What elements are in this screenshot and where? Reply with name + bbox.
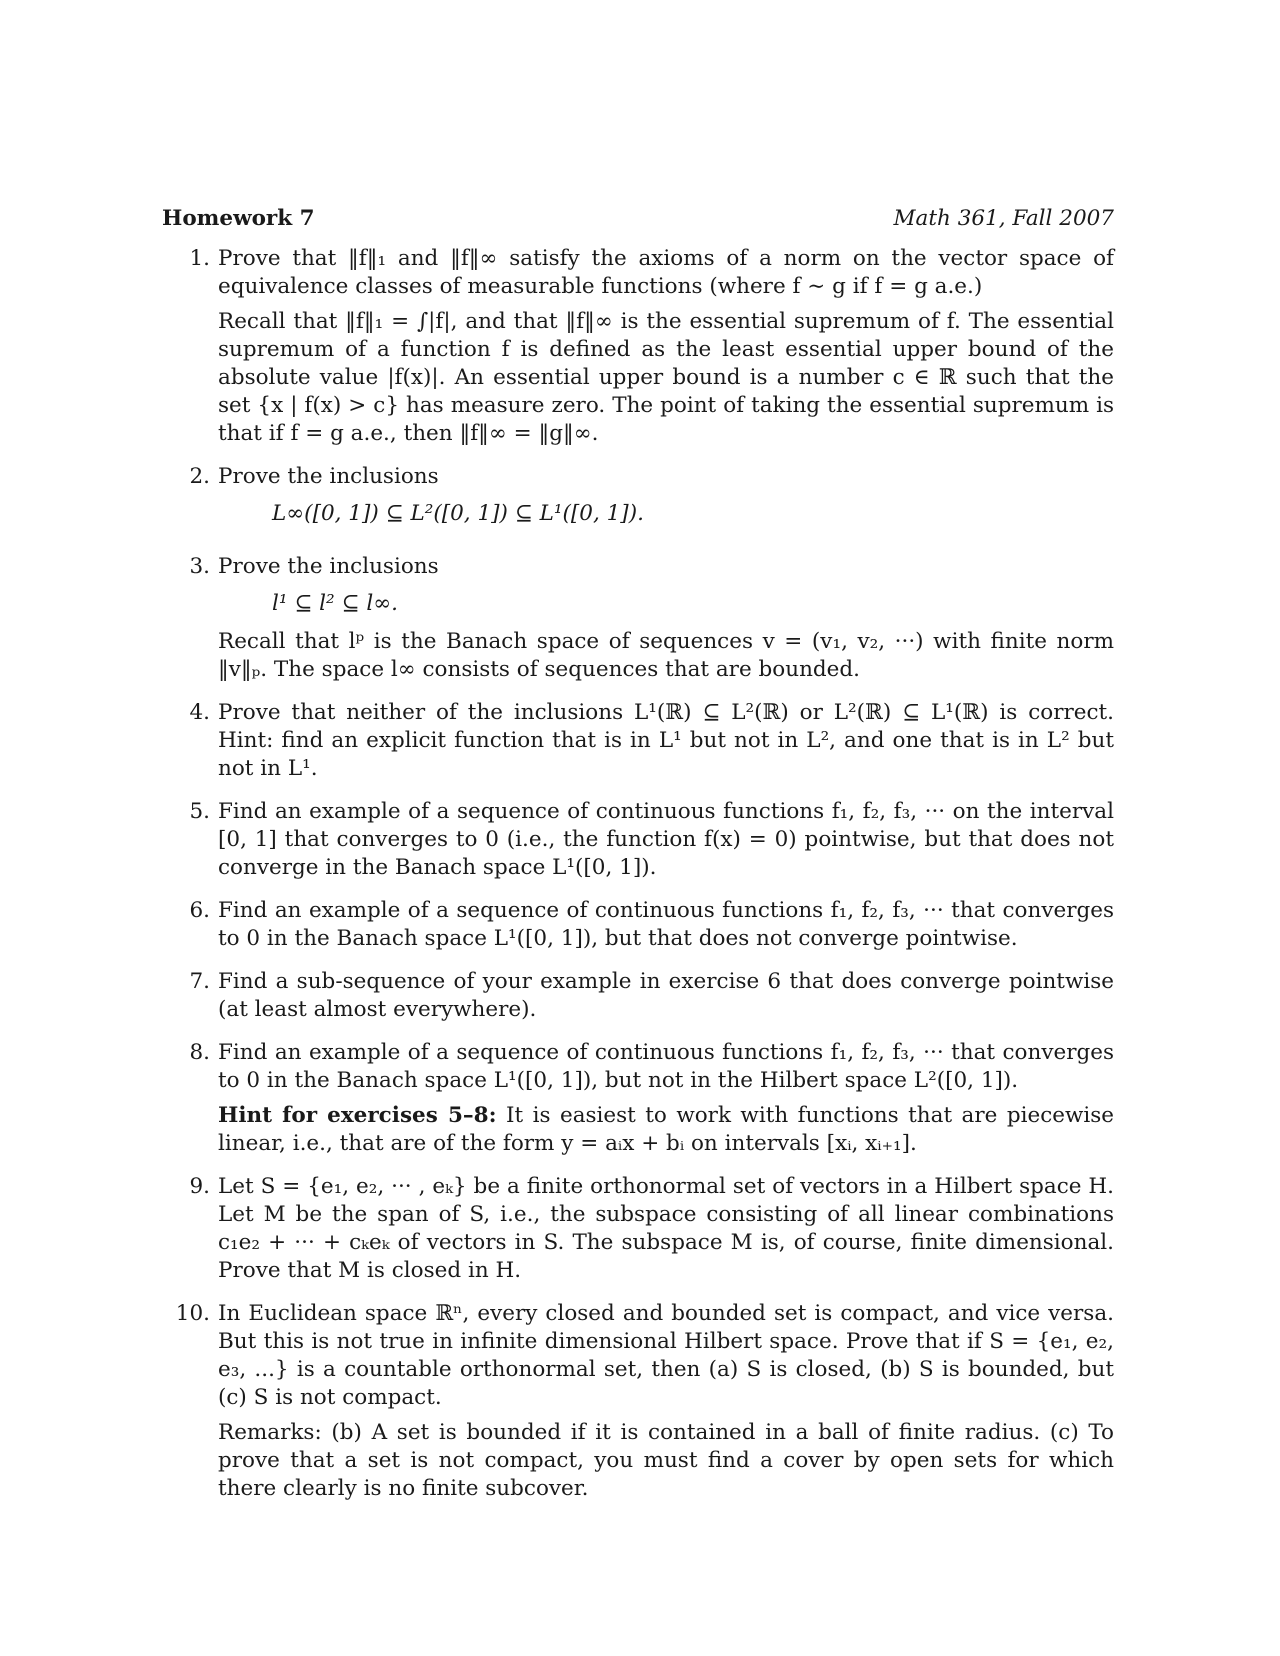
page-header <box>162 205 1114 233</box>
course-label: Math 361, Fall 2007 <box>893 206 1114 231</box>
problem-body <box>218 1039 1114 1158</box>
problem-body <box>218 968 1114 1024</box>
problem-text: Prove that neither of the inclusions L¹(ℝ) ⊆ L²(ℝ) or L²(ℝ) ⊆ L¹(ℝ) is correct. Hint: find an explicit function that is in L¹ but not in L², and one that is in L² but not in L¹. <box>218 700 1114 781</box>
problem-text: Prove the inclusions <box>218 554 439 579</box>
problem-number: 6. <box>189 898 210 923</box>
display-equation: l¹ ⊆ l² ⊆ l∞. <box>272 591 398 616</box>
problem-number: 7. <box>189 969 210 994</box>
problem-note: Recall that ‖f‖₁ = ∫|f|, and that ‖f‖∞ is the essential supremum of f. The essential supremum of a function f is defined as the least essential upper bound of the absolute value |f(x)|. An essential upper bound is a number c ∈ ℝ such that the set {x | f(x) > c} has measure zero. The point of taking the essential supremum is that if f = g a.e., then ‖f‖∞ = ‖g‖∞. <box>218 309 1114 446</box>
problem-number: 3. <box>189 554 210 579</box>
problem-number: 2. <box>189 464 210 489</box>
problem-body <box>218 798 1114 882</box>
problem-number: 9. <box>189 1174 210 1199</box>
problem-text: Find an example of a sequence of continuous functions f₁, f₂, f₃, ··· on the interval [0, 1] that converges to 0 (i.e., the function f(x) = 0) pointwise, but that does not converge in the Banach space L¹([0, 1]). <box>218 799 1114 880</box>
problem-hint <box>218 1102 1114 1158</box>
hint-text: It is easiest to work with functions that are piecewise linear, i.e., that are of the form y = aᵢx + bᵢ on intervals [xᵢ, xᵢ₊₁]. <box>218 1103 1114 1156</box>
problem-10 <box>162 1300 1114 1503</box>
problem-text: Let S = {e₁, e₂, ··· , eₖ} be a finite orthonormal set of vectors in a Hilbert space H. Let M be the span of S, i.e., the subspace consisting of all linear combinations c₁e₂ + ··· + cₖeₖ of vectors in S. The subspace M is, of course, finite dimensional. Prove that M is closed in H. <box>218 1174 1114 1283</box>
problem-body <box>218 463 1114 538</box>
problem-text: Prove that ‖f‖₁ and ‖f‖∞ satisfy the axioms of a norm on the vector space of equivalence classes of measurable functions (where f ∼ g if f = g a.e.) <box>218 246 1114 299</box>
problem-5 <box>162 798 1114 882</box>
problem-number: 1. <box>189 246 210 271</box>
problem-body <box>218 897 1114 953</box>
problem-text: In Euclidean space ℝⁿ, every closed and bounded set is compact, and vice versa. But this is not true in infinite dimensional Hilbert space. Prove that if S = {e₁, e₂, e₃, ...} is a countable orthonormal set, then (a) S is closed, (b) S is bounded, but (c) S is not compact. <box>218 1301 1114 1410</box>
problem-number: 4. <box>189 700 210 725</box>
problem-1 <box>162 245 1114 448</box>
problem-number: 5. <box>189 799 210 824</box>
problem-7 <box>162 968 1114 1024</box>
problem-body <box>218 1300 1114 1503</box>
homework-page <box>162 205 1114 1518</box>
problem-4 <box>162 699 1114 783</box>
problem-8 <box>162 1039 1114 1158</box>
problem-3 <box>162 553 1114 684</box>
problem-text: Find an example of a sequence of continuous functions f₁, f₂, f₃, ··· that converges to 0 in the Banach space L¹([0, 1]), but not in the Hilbert space L²([0, 1]). <box>218 1040 1114 1093</box>
problem-2 <box>162 463 1114 538</box>
problem-number: 10. <box>175 1301 210 1326</box>
problem-body <box>218 1173 1114 1285</box>
hint-label: Hint for exercises 5–8: <box>218 1103 497 1128</box>
homework-title: Homework 7 <box>162 206 315 231</box>
problem-9 <box>162 1173 1114 1285</box>
problem-text: Find an example of a sequence of continuous functions f₁, f₂, f₃, ··· that converges to 0 in the Banach space L¹([0, 1]), but that does not converge pointwise. <box>218 898 1114 951</box>
problem-6 <box>162 897 1114 953</box>
display-equation: L∞([0, 1]) ⊆ L²([0, 1]) ⊆ L¹([0, 1]). <box>272 501 644 526</box>
problem-note: Remarks: (b) A set is bounded if it is contained in a ball of finite radius. (c) To prove that a set is not compact, you must find a cover by open sets for which there clearly is no finite subcover. <box>218 1420 1114 1501</box>
problem-number: 8. <box>189 1040 210 1065</box>
problem-body <box>218 245 1114 448</box>
problem-text: Prove the inclusions <box>218 464 439 489</box>
problem-text: Find a sub-sequence of your example in exercise 6 that does converge pointwise (at least almost everywhere). <box>218 969 1114 1022</box>
problem-body <box>218 699 1114 783</box>
problem-body <box>218 553 1114 684</box>
problem-note: Recall that lᵖ is the Banach space of sequences v = (v₁, v₂, ···) with finite norm ‖v‖ₚ. The space l∞ consists of sequences that are bounded. <box>218 629 1114 682</box>
